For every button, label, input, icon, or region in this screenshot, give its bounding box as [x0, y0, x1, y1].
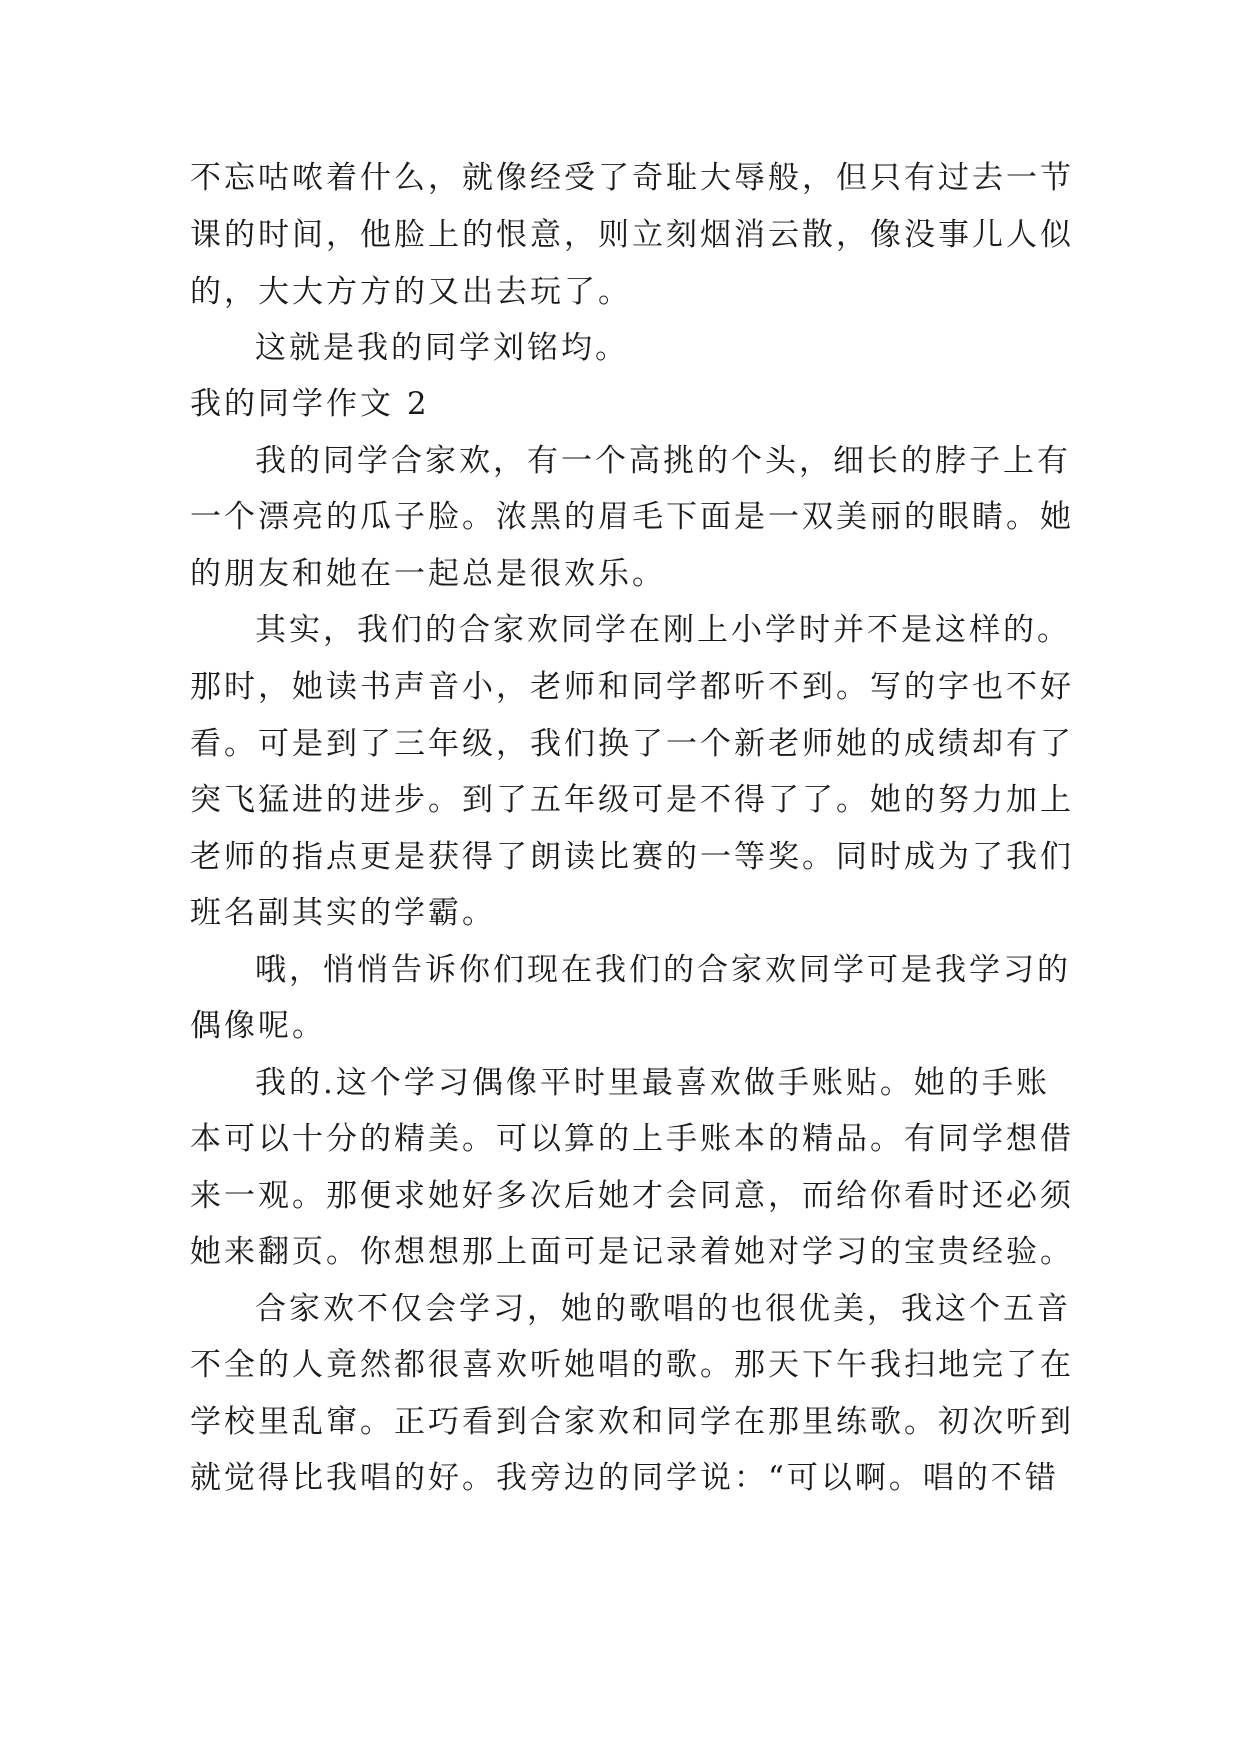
text-line: 本可以十分的精美。可以算的上手账本的精品。有同学想借: [190, 1121, 1074, 1157]
text-line: 哦，悄悄告诉你们现在我们的合家欢同学可是我学习的: [255, 952, 1071, 988]
text-line: 来一观。那便求她好多次后她才会同意，而给你看时还必须: [190, 1178, 1074, 1214]
text-line: 的，大大方方的又出去玩了。: [190, 274, 632, 310]
text-line: 学校里乱窜。正巧看到合家欢和同学在那里练歌。初次听到: [190, 1404, 1074, 1440]
text-line: 的朋友和她在一起总是很欢乐。: [190, 556, 666, 592]
text-line: 我的同学合家欢，有一个高挑的个头，细长的脖子上有: [255, 443, 1071, 479]
text-line: 就觉得比我唱的好。我旁边的同学说：“可以啊。唱的不错: [190, 1460, 1059, 1496]
text-line: 这就是我的同学刘铭均。: [255, 330, 629, 366]
text-line: 看。可是到了三年级，我们换了一个新老师她的成绩却有了: [190, 726, 1074, 762]
text-line: 其实，我们的合家欢同学在刚上小学时并不是这样的。: [255, 612, 1071, 648]
text-line: 那时，她读书声音小，老师和同学都听不到。写的字也不好: [190, 669, 1074, 705]
text-line: 我的.这个学习偶像平时里最喜欢做手账贴。她的手账: [255, 1065, 1050, 1101]
text-line: 一个漂亮的瓜子脸。浓黑的眉毛下面是一双美丽的眼睛。她: [190, 499, 1074, 535]
text-line: 她来翻页。你想想那上面可是记录着她对学习的宝贵经验。: [190, 1234, 1074, 1270]
text-line: 偶像呢。: [190, 1008, 326, 1044]
text-line: 不忘咕哝着什么，就像经受了奇耻大辱般，但只有过去一节: [190, 160, 1074, 196]
text-line: 老师的指点更是获得了朗读比赛的一等奖。同时成为了我们: [190, 839, 1074, 875]
text-line: 课的时间，他脸上的恨意，则立刻烟消云散，像没事儿人似: [190, 217, 1074, 253]
text-line: 突飞猛进的进步。到了五年级可是不得了了。她的努力加上: [190, 782, 1074, 818]
text-line: 合家欢不仅会学习，她的歌唱的也很优美，我这个五音: [255, 1291, 1071, 1327]
text-line: 不全的人竟然都很喜欢听她唱的歌。那天下午我扫地完了在: [190, 1347, 1074, 1383]
section-heading: 我的同学作文 2: [190, 386, 430, 422]
text-line: 班名副其实的学霸。: [190, 895, 496, 931]
